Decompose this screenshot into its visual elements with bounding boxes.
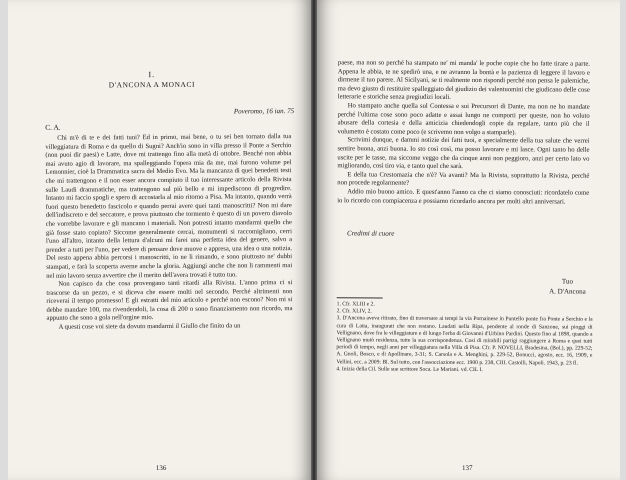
right-page	[317, 0, 620, 480]
paragraph: Scrivimi dunque, e dammi notizie dei fatti tuoi, e specialmente della tua salute che verrei sentire buona, anzi buona. Io sto così così, ma posso lavorare e mi lasce. Ogni tanto ho delle uscite per le tasse, ma siccome veggo che da cinque anni non peggioro, anzi per certo lato vo migliorando, così tiro via, e tanto quel che sarà.	[337, 136, 590, 171]
footnote: 2. Cfr. XLIV, 2.	[336, 308, 372, 315]
footnote: 4. Inizia della Cil. Sulle sue scrittore Soca. Le Mariani. vd. CIL I.	[336, 366, 483, 373]
letter-number: I.	[148, 70, 156, 80]
paragraph: Chi m'è di te e dei fatti tuoi? Ed in primo, mai bene, o tu sei ben tornato dalla tua villeggiatura di Roma e da quello di Sugni? Anch'io sono in villa presso il Ponte a Serchio (non puoi dir paesi) e Latte, dove mi trattengo fino alla metà di ottobre. Benché non abbia mai avuto agio di lavorare, ma spalleggiando l'opera mia da me, mai furono volume pel Lemonnier, cioè la Drammatica sacra del Medio Evo. Ma la mancanza di quei benedetti testi che mi trattengono e il non esser ancora compiuto il tuo interessante articolo della Rivista sulle Laudi drammatiche, ma trattengono sul più bello e mi impediscono di progredire. Intanto mi faccio spogli e spero di accostarla al mio ritorno a Pisa. Ma intanto, quando verrà fuori questo benedetto fascicolo e quando perrai avere quei tanti manoscritti? Non mi dare dell'indiscreto e del seccatore, e prova piuttosto che tormento è questo di un povero diavolo che vorrebbe lavorare e gli mancano i materiali. Non potresti intanto mandarmi quello che già fosse stato copiato? Siccome generalmente cercai, monumenti si raccomigliano, cerri l'uno all'altro, intanto della lettura d'alcuni mi farei una perfetta idea del genere, salvo a prender a tutti per l'uno, per vedere di pensare dove muove e appresa, una idea o una notizia. Del resto appena abbia percorsi i manoscritti, io ne li rimando, e sono piuttosto ne' dubbi stampati, e farà la scoperta averne anche la gloria. Aggiungi anche che non li rammenti mai nel mio lavoro senza avvertire che il merito dell'avera trovati è tutto tuo.	[45, 133, 293, 280]
signature-name: A. D'Ancona	[549, 287, 586, 296]
footnote-rule	[337, 297, 383, 298]
signature	[549, 276, 586, 296]
signature-line: Tuo	[561, 277, 573, 286]
letter-body-left	[45, 133, 292, 332]
page-number-right: 137	[462, 463, 473, 473]
paragraph: Addio mio buono amico. E quest'anno l'anno ca che ci siamo conosciuti: ricordatelo come io lo ricordo con compiacenza e possiamo ricordarlo ancora per molti altri anniversari.	[337, 188, 590, 206]
paragraph: Non capisco da che cosa provengano tanti ritardi alla Rivista. L'anno prima ci si trascorse da un pezzo, e si diceva che essere molti nel secondo. Perché altrimenti non riceverai il tempo promesso! E gli estratti del mio articolo e perché non escono? Non mi si debbe mandare 100, ma rivendendoli, la cosa di 200 o sono finanziamento non ricordo, ma appunto che sono a gola nell'orgine mio.	[46, 279, 293, 323]
paragraph: paese, ma non so perché ha stampato ne' mi manda' le poche copie che ho fatte tirare a parte. Appena le abbia, te ne spedirò una, e ne avranno la bontà e la pazienza di leggere il lavoro e dirmene il tuo parere. Al Sicilyani, se ti realmente non rispondi perché non pensa le palemiche, ma devo giusto di restituire spalleggiato del giudizio dei valentuomini che giudicano delle cose letterarie e storiche senza pregiudizi locali.	[337, 59, 590, 102]
footnote: 1. Cfr. XLIII e 2.	[336, 301, 375, 308]
place-date: Poveromo, 16 ian. 75	[233, 107, 295, 116]
letter-body-right	[337, 59, 590, 206]
letter-heading: D'ANCONA A MONACI	[108, 79, 196, 90]
left-page	[8, 0, 311, 480]
closing-line: Credimi di cuore	[347, 229, 395, 238]
paragraph: A questi cose voi siete da dovuto mandarmi il Giullo che finito da un	[58, 322, 241, 331]
footnotes	[336, 301, 592, 374]
paragraph: E della tua Crestomazia che n'è? Va avanti? Ma la Rivista, soprattutto la Rivista, perché non procede regolarmente?	[337, 171, 590, 188]
page-number-left: 136	[155, 463, 167, 473]
paragraph: Ho stampato anche quella sul Contessa e sui Precursori di Dante, ma non ne ho mandate perché l'ultima cose sono poco adatte e assai lungo ne comporti per queste, non ho voluto abusare della cortesia e della amicizia chiedendogli copie da regalare, tanto più che il volumetto è costato come poco (e scrivemo non volgo a stamparle).	[337, 102, 590, 136]
salutation: C. A.	[45, 122, 61, 132]
book-spread	[8, 0, 620, 480]
footnote: 3. D'Ancona aveva ritirato, fino di traversare ai tempi la via Pornainese in Puntello ponte fra Ponte a Serchio e la cura di Latta, inaugurati che non restano. Laudati nella Ripa, pendente al ronde di Sanzone, sui pioggi di Vellignano, dove fra le villeggiature e di lungo l'erba di Giovanni d'Urbino Pardini. Questo fino al 1898, quando a Vellignano mutò residenza, tutte la sua corrispondenza. Cosi di mirabili partigi raggiungere a Roma e quei tutti periodi di tempo, negli anni per villeggiatura nella Villa di Pisa. Cfr. P. NOVELLI, Bradesina, (Bol.), pp. 229-52; A. Gnoli, Bosco, e di Apollinare, 3-31; S. Carsola e A. Menghini, p. 229-52, Bonucci, agosto, ecc. 16, 1909, e Vellini, ecc. a 2009: Bl. Sul tutto, con l'assocciazione ecc. 1900 p. 238, CIII. Castolli, Napoli. 1943, p. 23 fl.	[336, 315, 593, 367]
